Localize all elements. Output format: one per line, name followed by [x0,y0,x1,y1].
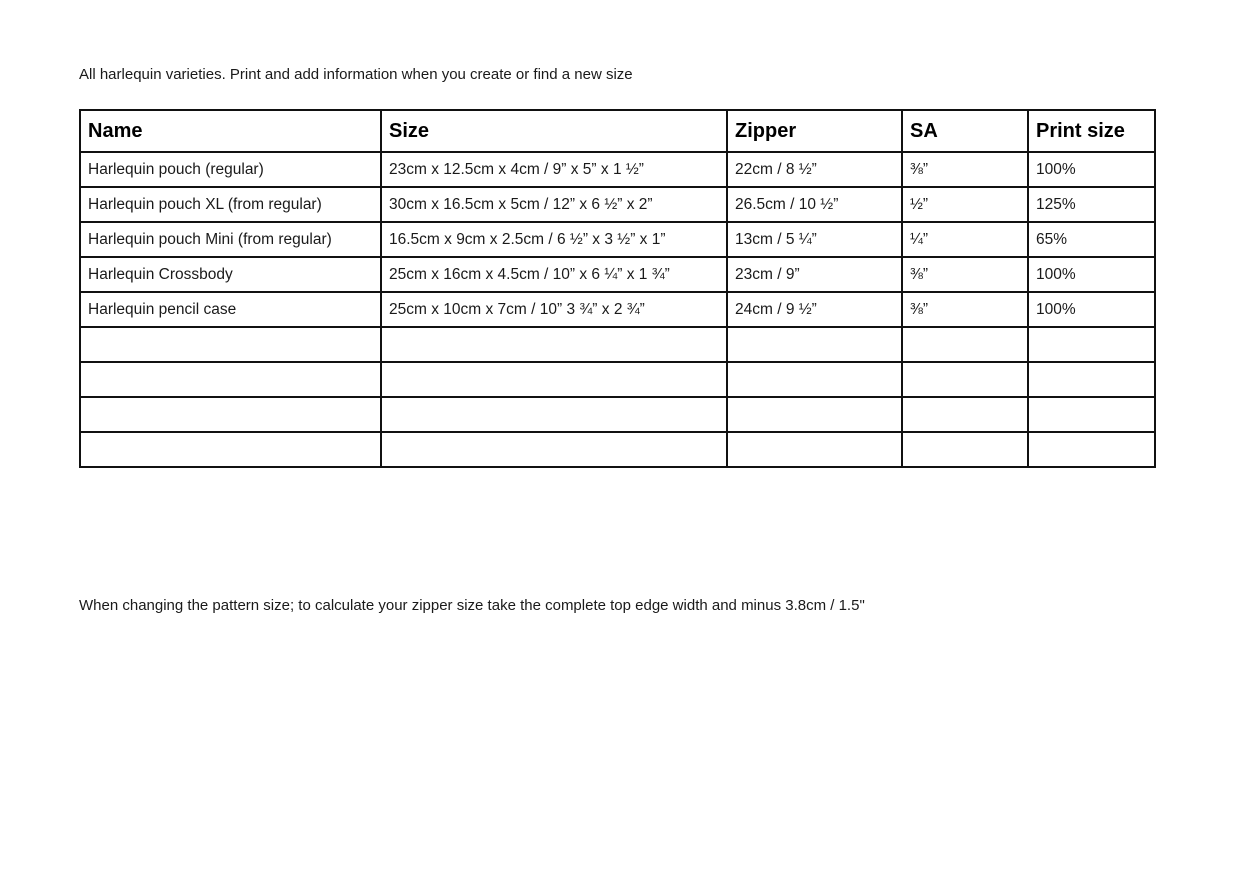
cell-name [80,362,381,397]
cell-zipper: 22cm / 8 ½” [727,152,902,187]
column-header-sa: SA [902,110,1028,152]
sizes-table-container [79,109,1156,468]
cell-sa: ¼” [902,222,1028,257]
cell-name: Harlequin pouch XL (from regular) [80,187,381,222]
cell-sa: ⅜” [902,292,1028,327]
cell-zipper [727,362,902,397]
cell-size: 30cm x 16.5cm x 5cm / 12” x 6 ½” x 2” [381,187,727,222]
column-header-print-size: Print size [1028,110,1155,152]
cell-print-size [1028,397,1155,432]
cell-name: Harlequin Crossbody [80,257,381,292]
cell-name: Harlequin pencil case [80,292,381,327]
column-header-name: Name [80,110,381,152]
cell-print-size: 125% [1028,187,1155,222]
table-row-empty [80,397,1155,432]
cell-size: 25cm x 10cm x 7cm / 10” 3 ¾” x 2 ¾” [381,292,727,327]
column-header-zipper: Zipper [727,110,902,152]
cell-zipper: 24cm / 9 ½” [727,292,902,327]
cell-size [381,397,727,432]
cell-size: 16.5cm x 9cm x 2.5cm / 6 ½” x 3 ½” x 1” [381,222,727,257]
cell-print-size [1028,432,1155,467]
table-header-row [80,110,1155,152]
cell-print-size [1028,362,1155,397]
cell-print-size: 100% [1028,292,1155,327]
sizes-table [79,109,1156,468]
cell-sa [902,362,1028,397]
cell-sa: ⅜” [902,152,1028,187]
cell-size [381,362,727,397]
table-row [80,292,1155,327]
cell-print-size: 65% [1028,222,1155,257]
cell-sa: ½” [902,187,1028,222]
cell-sa [902,432,1028,467]
table-row-empty [80,432,1155,467]
intro-text: All harlequin varieties. Print and add information when you create or find a new size [79,66,633,83]
cell-zipper: 26.5cm / 10 ½” [727,187,902,222]
table-row [80,257,1155,292]
cell-size [381,432,727,467]
cell-name [80,397,381,432]
table-row [80,152,1155,187]
cell-name [80,327,381,362]
cell-zipper [727,432,902,467]
table-row [80,187,1155,222]
table-row [80,222,1155,257]
cell-print-size: 100% [1028,257,1155,292]
cell-sa [902,397,1028,432]
table-row-empty [80,327,1155,362]
cell-size: 25cm x 16cm x 4.5cm / 10” x 6 ¼” x 1 ¾” [381,257,727,292]
cell-zipper [727,397,902,432]
cell-name: Harlequin pouch Mini (from regular) [80,222,381,257]
cell-sa [902,327,1028,362]
cell-zipper: 13cm / 5 ¼” [727,222,902,257]
cell-name [80,432,381,467]
table-row-empty [80,362,1155,397]
cell-size [381,327,727,362]
cell-name: Harlequin pouch (regular) [80,152,381,187]
cell-size: 23cm x 12.5cm x 4cm / 9” x 5” x 1 ½” [381,152,727,187]
cell-print-size: 100% [1028,152,1155,187]
cell-print-size [1028,327,1155,362]
column-header-size: Size [381,110,727,152]
zipper-calculation-note: When changing the pattern size; to calculate your zipper size take the complete top edge width and minus 3.8cm / 1.5" [79,597,865,614]
cell-sa: ⅜” [902,257,1028,292]
cell-zipper [727,327,902,362]
cell-zipper: 23cm / 9” [727,257,902,292]
